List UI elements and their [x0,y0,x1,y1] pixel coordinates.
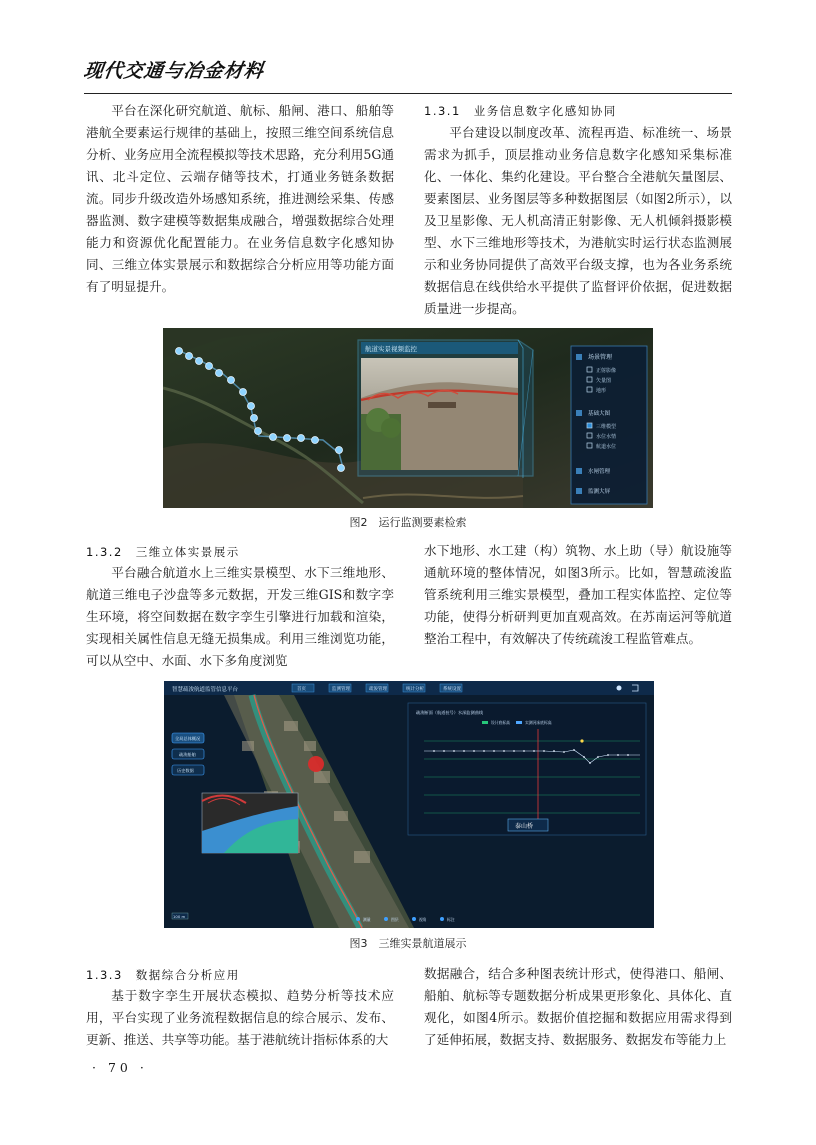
control-label: 图层 [391,917,399,922]
nav-tab-label: 系统设置 [443,687,461,692]
section-1-3-3-paragraph-left: 基于数字孪生开展状态模拟、趋势分析等技术应用，平台实现了业务流程数据信息的综合展示、发布、更新、推送、共享等功能。基于港航统计指标体系的大 [86,988,394,1047]
measure-icon[interactable] [356,917,360,921]
section-1-3-1-paragraph: 平台建设以制度改革、流程再造、标准统一、场景需求为抓手，顶层推动业务信息数字化感知采集标准化、一体化、集约化建设。平台整合全港航矢量图层、要素图层、业务图层等多种数据图层（如图2所示），以及卫星影像、无人机高清正射影像、无人机倾斜摄影模型、水下三维地形等技术，为港航实时运行状态监测展示和业务协同提供了高效平台级支撑，也为各业务系统数据信息在线供给水平提供了监督评价依据，促进数据质量进一步提高。 [424,125,732,316]
section-1-3-1-heading: 1.3.1 业务信息数字化感知协同 [424,104,617,118]
section-1-3-2-heading: 1.3.2 三维立体实景展示 [86,545,240,559]
group-title: 基础大图 [588,411,611,417]
side-menu[interactable] [172,733,204,775]
alert-marker[interactable] [308,756,324,772]
section-1-3-2-paragraph-left: 平台融合航道水上三维实景模型、水下三维地形、航道三维电子沙盘等多元数据，开发三维GIS和数字孪生环境，将空间数据在数字孪生引擎进行加载和渲染，实现相关属性信息无缝无损集成。利用三维浏览功能，可以从空中、水面、水下多角度浏览 [86,565,394,668]
nav-tab-label: 首页 [297,687,306,692]
popup-title: 航道实景视频监控 [365,345,417,353]
panel-title: 场景管理 [588,354,613,361]
bridge-label: 泰山桥 [515,823,534,830]
scale-label: 100 m [173,914,186,919]
depth-monitoring-chart-panel [408,703,646,835]
control-label: 视角 [419,917,427,922]
figure-3-image [164,681,654,928]
side-button-label: 全局总体概况 [175,736,201,741]
chart-title: 疏浚断面（航道桩号）水深监测曲线 [416,710,484,715]
control-label: 测量 [363,917,371,922]
layer-control-panel[interactable] [571,346,647,504]
nav-tab-label: 监测管理 [332,687,350,692]
figure-2-image [163,328,653,508]
annotate-icon[interactable] [440,917,444,921]
control-label: 标注 [447,917,455,922]
page-number: · 70 · [92,1060,148,1075]
legend-label: 设计底标高 [491,720,510,725]
layer-item-label: 矢量图 [596,378,612,384]
group-item-label: 水位水情 [596,434,617,440]
header-rule [84,93,732,94]
user-icon[interactable] [617,686,622,691]
group-item-label: 三维模型 [596,424,617,430]
app-title: 智慧疏浚航道监管信息平台 [172,687,239,693]
nav-tab-label: 疏浚管理 [369,687,387,692]
side-button-label: 历史数据 [177,768,194,773]
side-button-label: 疏浚船舶 [179,752,196,757]
panel-item[interactable]: 水闸管理 [588,469,611,475]
inset-3d-view [202,793,298,853]
journal-logo: 现代交通与冶金材料 [82,60,266,82]
section-1-3-3-heading: 1.3.3 数据综合分析应用 [86,968,240,982]
video-popup [358,340,533,476]
section-1-3-2-paragraph-right: 水下地形、水工建（构）筑物、水上助（导）航设施等通航环境的整体情况，如图3所示。比如，智慧疏浚监管系统利用三维实景模型，叠加工程实体监控、定位等功能，使得分析研判更加直观高效。在苏南运河等航道整治工程中，有效解决了传统疏浚工程监管难点。 [424,543,732,646]
legend-label: 实测河床底标高 [525,720,552,725]
view-icon[interactable] [412,917,416,921]
section-1-3-3-paragraph-right: 数据融合，结合多种图表统计形式，使得港口、船闸、船舶、航标等专题数据分析成果更形象化、具体化、直观化，如图4所示。数据价值挖掘和数据应用需求得到了延伸拓展，数据支持、数据服务、数据发布等能力上 [424,966,732,1047]
layer-item-label: 地形 [596,388,607,394]
panel-item[interactable]: 监测大屏 [588,489,611,495]
figure-3-caption: 图3 三维实景航道展示 [349,937,467,950]
figure-2-caption: 图2 运行监测要素检索 [349,516,467,529]
intro-paragraph: 平台在深化研究航道、航标、船闸、港口、船舶等港航全要素运行规律的基础上，按照三维空间系统信息分析、业务应用全流程模拟等技术思路，充分利用5G通讯、北斗定位、云端存储等技术，打通业务链条数据流。同步升级改造外场感知系统，推进测绘采集、传感器监测、数字建模等数据集成融合，增强数据综合处理能力和资源优化配置能力。在业务信息数字化感知协同、三维立体实景展示和数据综合分析应用等功能方面有了明显提升。 [86,103,394,294]
nav-tab-label: 统计分析 [406,687,424,692]
group-checkbox[interactable] [587,423,592,428]
group-item-label: 航道水位 [596,444,617,450]
layers-icon[interactable] [384,917,388,921]
layer-item-label: 正射影像 [596,368,617,374]
